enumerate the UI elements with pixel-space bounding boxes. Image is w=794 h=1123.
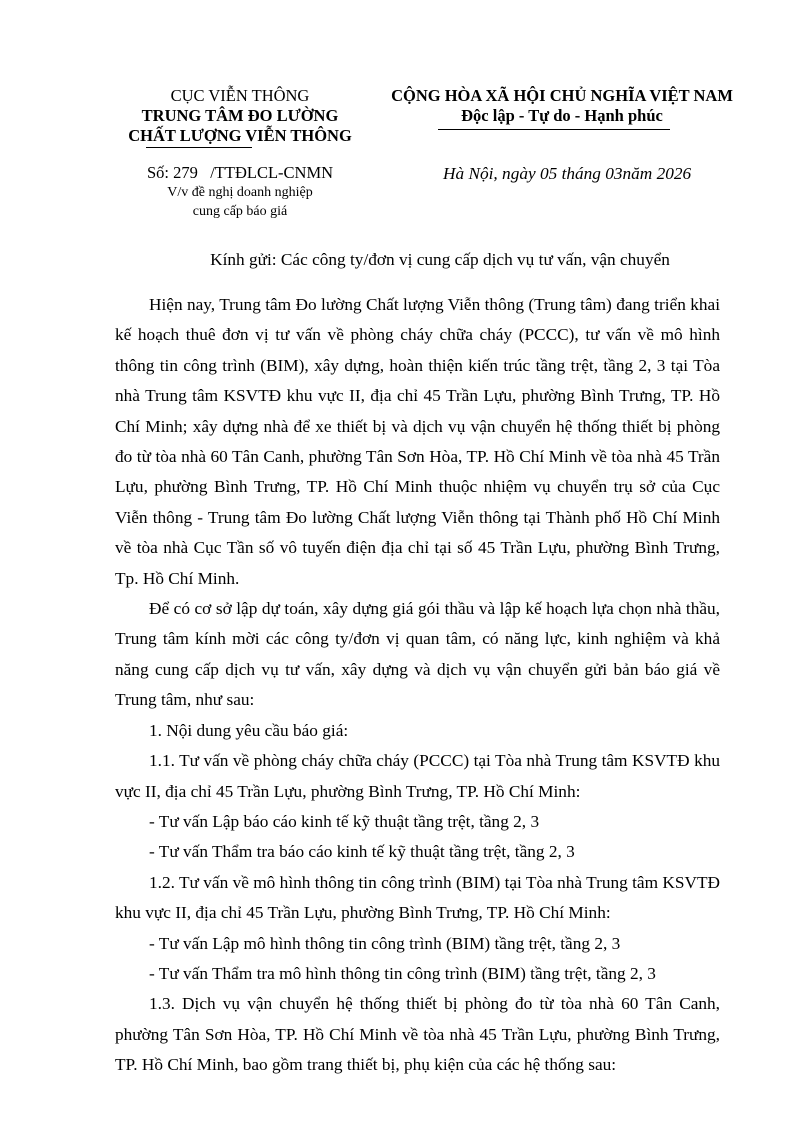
section-1-2: 1.2. Tư vấn về mô hình thông tin công trình (BIM) tại Tòa nhà Trung tâm KSVTĐ khu vực II, địa chỉ 45 Trần Lựu, phường Bình Trưng, TP. Hồ Chí Minh:	[115, 872, 720, 923]
subject-line2: cung cấp báo giá	[192, 204, 288, 219]
section-1-1: 1.1. Tư vấn về phòng cháy chữa cháy (PCCC) tại Tòa nhà Trung tâm KSVTĐ khu vực II, địa chỉ 45 Trần Lựu, phường Bình Trưng, TP. Hồ Chí Minh:	[115, 751, 720, 801]
intro-paragraph: Hiện nay, Trung tâm Đo lường Chất lượng Viễn thông (Trung tâm) đang triển khai kế hoạch thuê đơn vị tư vấn về phòng cháy chữa cháy (PCCC), tư vấn về mô hình thông tin công trình (BIM), xây dựng, hoàn thiện kiến trúc tầng trệt, tầng 2, 3 tại Tòa nhà Trung tâm KSVTĐ khu vực II, địa chỉ 45 Trần Lựu, phường Bình Trưng, TP. Hồ Chí Minh; xây dựng nhà để xe thiết bị và dịch vụ vận chuyển hệ thống thiết bị phòng đo từ tòa nhà 60 Tân Canh, phường Tân Sơn Hòa, TP. Hồ Chí Minh về tòa nhà 45 Trần Lựu, phường Bình Trưng, TP. Hồ Chí Minh thuộc nhiệm vụ chuyển trụ sở của Cục Viễn thông - Trung tâm Đo lường Chất lượng Viễn thông tại Thành phố Hồ Chí Minh về tòa nhà Cục Tần số vô tuyến điện địa chỉ tại số 45 Trần Lựu, phường Bình Trưng, Tp. Hồ Chí Minh.	[115, 295, 720, 588]
agency-underline	[146, 147, 252, 148]
agency-name: CỤC VIỄN THÔNG	[170, 86, 310, 105]
motto-underline	[438, 129, 670, 130]
issuing-agency-block	[100, 86, 380, 146]
recipient-line: Kính gửi: Các công ty/đơn vị cung cấp dịch vụ tư vấn, vận chuyển	[210, 250, 670, 269]
section-1-2-item: - Tư vấn Thẩm tra mô hình thông tin công trình (BIM) tầng trệt, tầng 2, 3	[149, 963, 656, 983]
section-1-1-item: - Tư vấn Thẩm tra báo cáo kinh tế kỹ thuật tầng trệt, tầng 2, 3	[149, 842, 575, 862]
national-motto: Độc lập - Tự do - Hạnh phúc	[461, 106, 663, 125]
national-header-block	[362, 86, 762, 126]
national-title: CỘNG HÒA XÃ HỘI CHỦ NGHĨA VIỆT NAM	[391, 86, 733, 105]
place-date: Hà Nội, ngày 05 tháng 03năm 2026	[443, 164, 692, 183]
section-1-2-item: - Tư vấn Lập mô hình thông tin công trình (BIM) tầng trệt, tầng 2, 3	[149, 933, 621, 953]
section-1-1-item: - Tư vấn Lập báo cáo kinh tế kỹ thuật tầng trệt, tầng 2, 3	[149, 811, 540, 831]
subject-line1: V/v đề nghị doanh nghiệp	[167, 185, 313, 200]
section-1-title: 1. Nội dung yêu cầu báo giá:	[149, 720, 349, 740]
section-1-3: 1.3. Dịch vụ vận chuyển hệ thống thiết bị phòng đo từ tòa nhà 60 Tân Canh, phường Tân Sơn Hòa, TP. Hồ Chí Minh về tòa nhà 45 Trần Lựu, phường Bình Trưng, TP. Hồ Chí Minh, bao gồm trang thiết bị, phụ kiện của các hệ thống sau:	[115, 994, 720, 1075]
invitation-paragraph: Để có cơ sở lập dự toán, xây dựng giá gói thầu và lập kế hoạch lựa chọn nhà thầu, Trung tâm kính mời các công ty/đơn vị quan tâm, có năng lực, kinh nghiệm và khả năng cung cấp dịch vụ tư vấn, xây dựng và dịch vụ vận chuyển gửi bản báo giá về Trung tâm, như sau:	[115, 599, 720, 710]
document-number: Số: 279 /TTĐLCL-CNMN	[146, 163, 334, 182]
center-name-line2: CHẤT LƯỢNG VIỄN THÔNG	[128, 126, 352, 145]
center-name-line1: TRUNG TÂM ĐO LƯỜNG	[141, 106, 339, 125]
doc-reference-block	[100, 163, 380, 221]
letter-body	[115, 290, 720, 1081]
